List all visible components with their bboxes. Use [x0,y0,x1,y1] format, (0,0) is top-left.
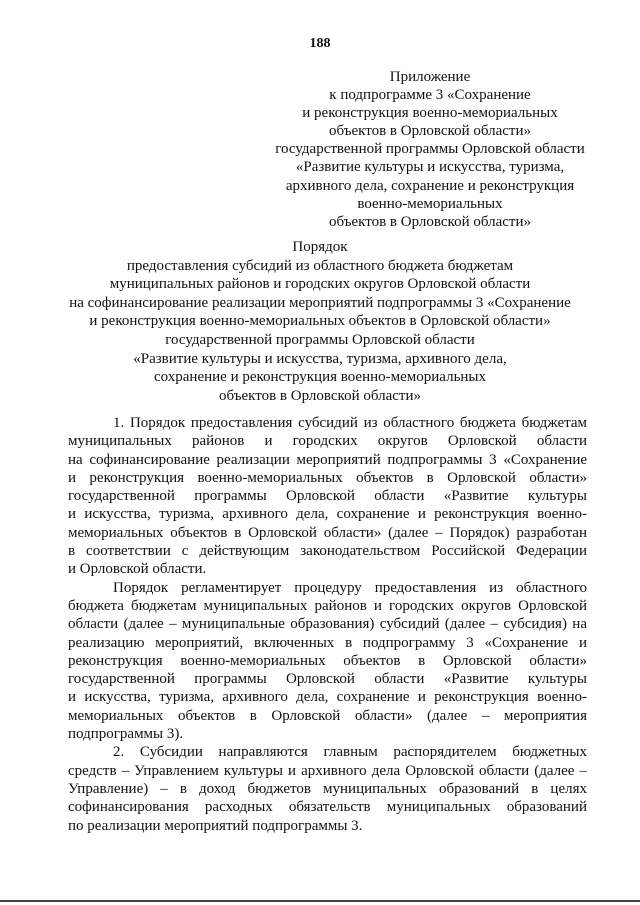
body-line: на софинансирование реализации мероприятий подпрограммы 3 «Сохранение [68,451,587,468]
appendix-line: архивного дела, сохранение и реконструкция [285,177,575,194]
body-line: государственной программы Орловской области «Развитие культуры [68,671,587,688]
body-line: по реализации мероприятий подпрограммы 3. [68,817,363,834]
title-line: на софинансирование реализации мероприятий подпрограммы 3 «Сохранение [69,294,571,311]
title-line: Порядок [292,239,348,255]
title-line: и реконструкция военно-мемориальных объектов в Орловской области» [89,313,551,330]
appendix-line: и реконструкция военно-мемориальных [302,105,558,122]
appendix-header [250,68,610,231]
body-line: средств – Управлением культуры и архивного дела Орловской области (далее – [68,762,587,779]
appendix-line: Приложение [389,69,471,85]
paragraph-2 [68,579,587,744]
document-body [68,414,587,835]
body-line: и искусства, туризма, архивного дела, сохранение и реконструкция военно- [68,506,587,523]
body-line: Управление) – в доход бюджетов муниципальных образований в целях [68,780,587,797]
body-line: и реконструкция военно-мемориальных объектов в Орловской области» [68,469,587,486]
body-line: муниципальных районов и городских округов Орловской области [68,433,587,450]
title-line: предоставления субсидий из областного бюджета бюджетам [126,257,514,274]
paragraph-3 [68,743,587,834]
title-line: муниципальных районов и городских округов Орловской области [109,276,531,293]
appendix-line: «Развитие культуры и искусства, туризма, [295,159,565,176]
page-number: 188 [309,36,331,51]
body-line: софинансирования расходных обязательств муниципальных образований [68,799,587,816]
appendix-line: государственной программы Орловской области [275,141,585,158]
body-line: в соответствии с действующим законодательством Российской Федерации [68,543,587,560]
body-line: Порядок регламентирует процедуру предоставления из областного [113,579,587,596]
body-line: 2. Субсидии направляются главным распорядителем бюджетных [113,744,587,761]
body-line: и искусства, туризма, архивного дела, сохранение и реконструкция военно- [68,689,587,706]
bottom-rule [0,900,640,902]
body-line: мемориальных объектов в Орловской области» (далее – мероприятия [68,707,587,724]
title-line: сохранение и реконструкция военно-мемориальных [153,369,487,386]
appendix-line: военно-мемориальных [357,195,503,212]
body-line: реконструкция военно-мемориальных объектов в Орловской области» [68,652,587,669]
appendix-line: объектов в Орловской области» [328,213,531,230]
appendix-line: объектов в Орловской области» [328,123,531,140]
body-line: бюджета бюджетам муниципальных районов и городских округов Орловской [68,597,587,614]
body-line: области (далее – муниципальные образования) субсидий (далее – субсидия) на [68,616,587,633]
body-line: мемориальных объектов в Орловской области» (далее – Порядок) разработан [68,524,587,541]
body-line: государственной программы Орловской области «Развитие культуры [68,488,587,505]
body-line: и Орловской области. [68,561,207,578]
appendix-line: к подпрограмме 3 «Сохранение [329,87,531,104]
title-line: государственной программы Орловской области [165,331,475,348]
body-line: 1. Порядок предоставления субсидий из областного бюджета бюджетам [113,415,587,431]
document-title [60,238,580,405]
body-line: реализацию мероприятий, включенных в подпрограмму 3 «Сохранение и [68,634,587,651]
body-line: подпрограммы 3). [68,726,184,743]
title-line: объектов в Орловской области» [218,387,421,404]
title-line: «Развитие культуры и искусства, туризма, архивного дела, [133,350,507,367]
paragraph-1 [68,414,587,579]
